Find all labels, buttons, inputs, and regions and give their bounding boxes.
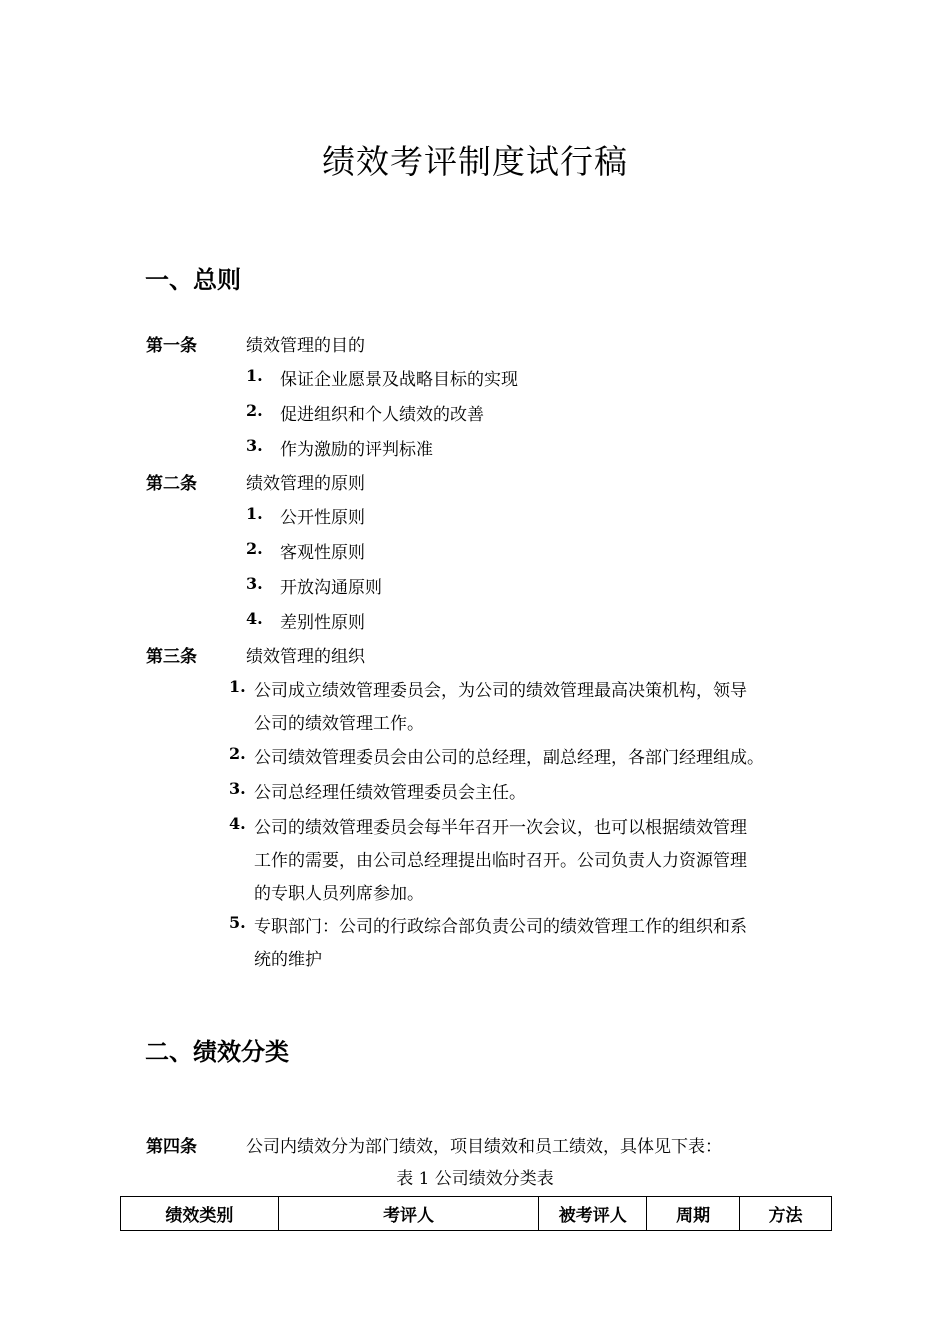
list-item: 开放沟通原则	[280, 578, 382, 598]
list-number: 4.	[229, 814, 246, 833]
list-item-line: 公司成立绩效管理委员会，为公司的绩效管理最高决策机构，领导	[254, 681, 747, 701]
article-1-text: 绩效管理的目的	[246, 336, 365, 356]
list-number: 2.	[229, 744, 246, 763]
table-caption: 表 1 公司绩效分类表	[396, 1169, 554, 1189]
table-header-cell: 方法	[740, 1197, 832, 1231]
table-header-cell: 被考评人	[539, 1197, 647, 1231]
article-2-text: 绩效管理的原则	[246, 474, 365, 494]
table-header-cell: 考评人	[278, 1197, 539, 1231]
section-heading-general: 一、总则	[145, 266, 241, 294]
list-number: 3.	[246, 574, 263, 593]
list-item-line: 专职部门：公司的行政综合部负责公司的绩效管理工作的组织和系	[254, 917, 747, 937]
section-heading-classification: 二、绩效分类	[145, 1038, 289, 1066]
list-item: 保证企业愿景及战略目标的实现	[280, 370, 518, 390]
list-item-line: 统的维护	[254, 950, 322, 970]
document-title: 绩效考评制度试行稿	[322, 142, 628, 181]
list-number: 4.	[246, 609, 263, 628]
article-4-text: 公司内绩效分为部门绩效，项目绩效和员工绩效，具体见下表：	[246, 1137, 722, 1157]
list-number: 1.	[246, 504, 263, 523]
list-number: 3.	[229, 779, 246, 798]
list-item-line: 公司的绩效管理委员会每半年召开一次会议，也可以根据绩效管理	[254, 818, 747, 838]
table-header-cell: 周期	[647, 1197, 740, 1231]
article-2-label: 第二条	[146, 474, 197, 494]
article-4-label: 第四条	[146, 1137, 197, 1157]
performance-classification-table	[120, 1196, 832, 1231]
list-number: 5.	[229, 913, 246, 932]
list-item-line: 公司总经理任绩效管理委员会主任。	[254, 783, 526, 803]
article-1-label: 第一条	[146, 336, 197, 356]
list-item: 作为激励的评判标准	[280, 440, 433, 460]
list-number: 3.	[246, 436, 263, 455]
list-number: 1.	[246, 366, 263, 385]
list-item: 差别性原则	[280, 613, 365, 633]
list-item: 客观性原则	[280, 543, 365, 563]
article-3-label: 第三条	[146, 647, 197, 667]
list-item-line: 公司的绩效管理工作。	[254, 714, 424, 734]
table-header-cell: 绩效类别	[121, 1197, 279, 1231]
list-item-line: 工作的需要，由公司总经理提出临时召开。公司负责人力资源管理	[254, 851, 747, 871]
list-number: 2.	[246, 539, 263, 558]
list-item-line: 公司绩效管理委员会由公司的总经理，副总经理，各部门经理组成。	[254, 748, 764, 768]
list-item: 公开性原则	[280, 508, 365, 528]
table-header-row	[121, 1197, 832, 1231]
list-item: 促进组织和个人绩效的改善	[280, 405, 484, 425]
list-number: 1.	[229, 677, 246, 696]
article-3-text: 绩效管理的组织	[246, 647, 365, 667]
list-number: 2.	[246, 401, 263, 420]
list-item-line: 的专职人员列席参加。	[254, 884, 424, 904]
